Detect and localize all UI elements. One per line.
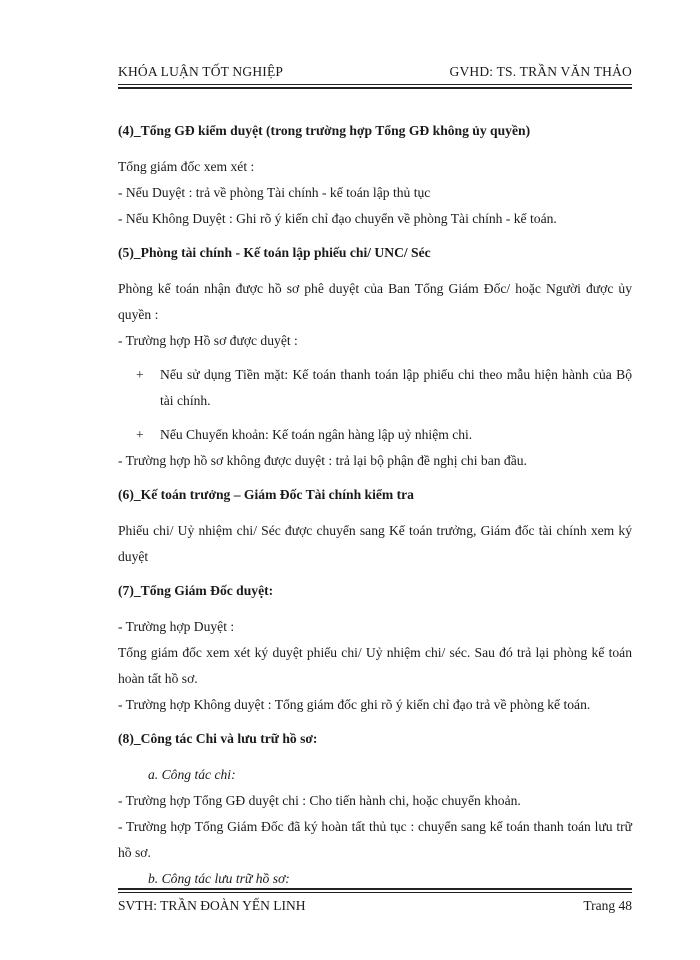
section-4-heading: (4)_Tổng GĐ kiểm duyệt (trong trường hợp Tổng GĐ không ủy quyền): [118, 123, 531, 138]
header-thesis-title: KHÓA LUẬN TỐT NGHIỆP: [118, 64, 284, 79]
header-advisor: GVHD: TS. TRẦN VĂN THẢO: [449, 64, 632, 79]
bullet-plus-icon: +: [136, 427, 144, 442]
section-6-heading: (6)_Kế toán trưởng – Giám Đốc Tài chính kiểm tra: [118, 487, 414, 502]
section-8-line: - Trường hợp Tổng GĐ duyệt chi : Cho tiến hành chi, hoặc chuyển khoản.: [118, 793, 521, 808]
section-4-line: - Nếu Duyệt : trả về phòng Tài chính - kế toán lập thủ tục: [118, 185, 431, 200]
footer-divider-thin: [118, 892, 632, 893]
header-divider-thin: [118, 84, 632, 85]
section-8-line: - Trường hợp Tổng Giám Đốc đã ký hoàn tất thủ tục : chuyển sang kế toán thanh toán lưu trữ hồ sơ.: [118, 819, 632, 860]
bullet-plus-icon: +: [136, 367, 144, 382]
header-divider-thick: [118, 87, 632, 89]
section-5-heading: (5)_Phòng tài chính - Kế toán lập phiếu chi/ UNC/ Séc: [118, 245, 431, 260]
section-4-line: Tổng giám đốc xem xét :: [118, 159, 255, 174]
section-7-case-approved: - Trường hợp Duyệt :: [118, 619, 235, 634]
section-7-case-rejected: - Trường hợp Không duyệt : Tổng giám đốc ghi rõ ý kiến chỉ đạo trả về phòng kế toán.: [118, 697, 591, 712]
section-5-intro: Phòng kế toán nhận được hồ sơ phê duyệt của Ban Tổng Giám Đốc/ hoặc Người được ủy quyền :: [118, 281, 632, 322]
section-8-heading: (8)_Công tác Chi và lưu trữ hồ sơ:: [118, 731, 318, 746]
section-7-heading: (7)_Tổng Giám Đốc duyệt:: [118, 583, 274, 598]
bullet-text: Nếu sử dụng Tiền mặt: Kế toán thanh toán lập phiếu chi theo mẫu hiện hành của Bộ tài chính.: [160, 367, 632, 408]
section-7-approved-text: Tổng giám đốc xem xét ký duyệt phiếu chi/ Uỷ nhiệm chi/ séc. Sau đó trả lại phòng kế toán hoàn tất hồ sơ.: [118, 645, 632, 686]
list-item: [118, 422, 632, 448]
section-5-case-rejected: - Trường hợp hồ sơ không được duyệt : trả lại bộ phận đề nghị chi ban đầu.: [118, 453, 527, 468]
list-item: [118, 362, 632, 414]
section-4-line: - Nếu Không Duyệt : Ghi rõ ý kiến chỉ đạo chuyển về phòng Tài chính - kế toán.: [118, 211, 557, 226]
section-8-subheading-a: a. Công tác chi:: [148, 767, 236, 782]
section-5-case-approved: - Trường hợp Hồ sơ được duyệt :: [118, 333, 298, 348]
page-body: [118, 110, 632, 892]
footer-student-name: SVTH: TRẦN ĐOÀN YẾN LINH: [118, 898, 306, 913]
bullet-text: Nếu Chuyển khoản: Kế toán ngân hàng lập uỷ nhiệm chi.: [160, 427, 473, 442]
footer-divider-thick: [118, 888, 632, 890]
page-number: Trang 48: [583, 898, 632, 913]
section-8-subheading-b: b. Công tác lưu trữ hồ sơ:: [148, 871, 290, 886]
section-6-text: Phiếu chi/ Uỷ nhiệm chi/ Séc được chuyển sang Kế toán trưởng, Giám đốc tài chính xem ký duyệt: [118, 523, 632, 564]
